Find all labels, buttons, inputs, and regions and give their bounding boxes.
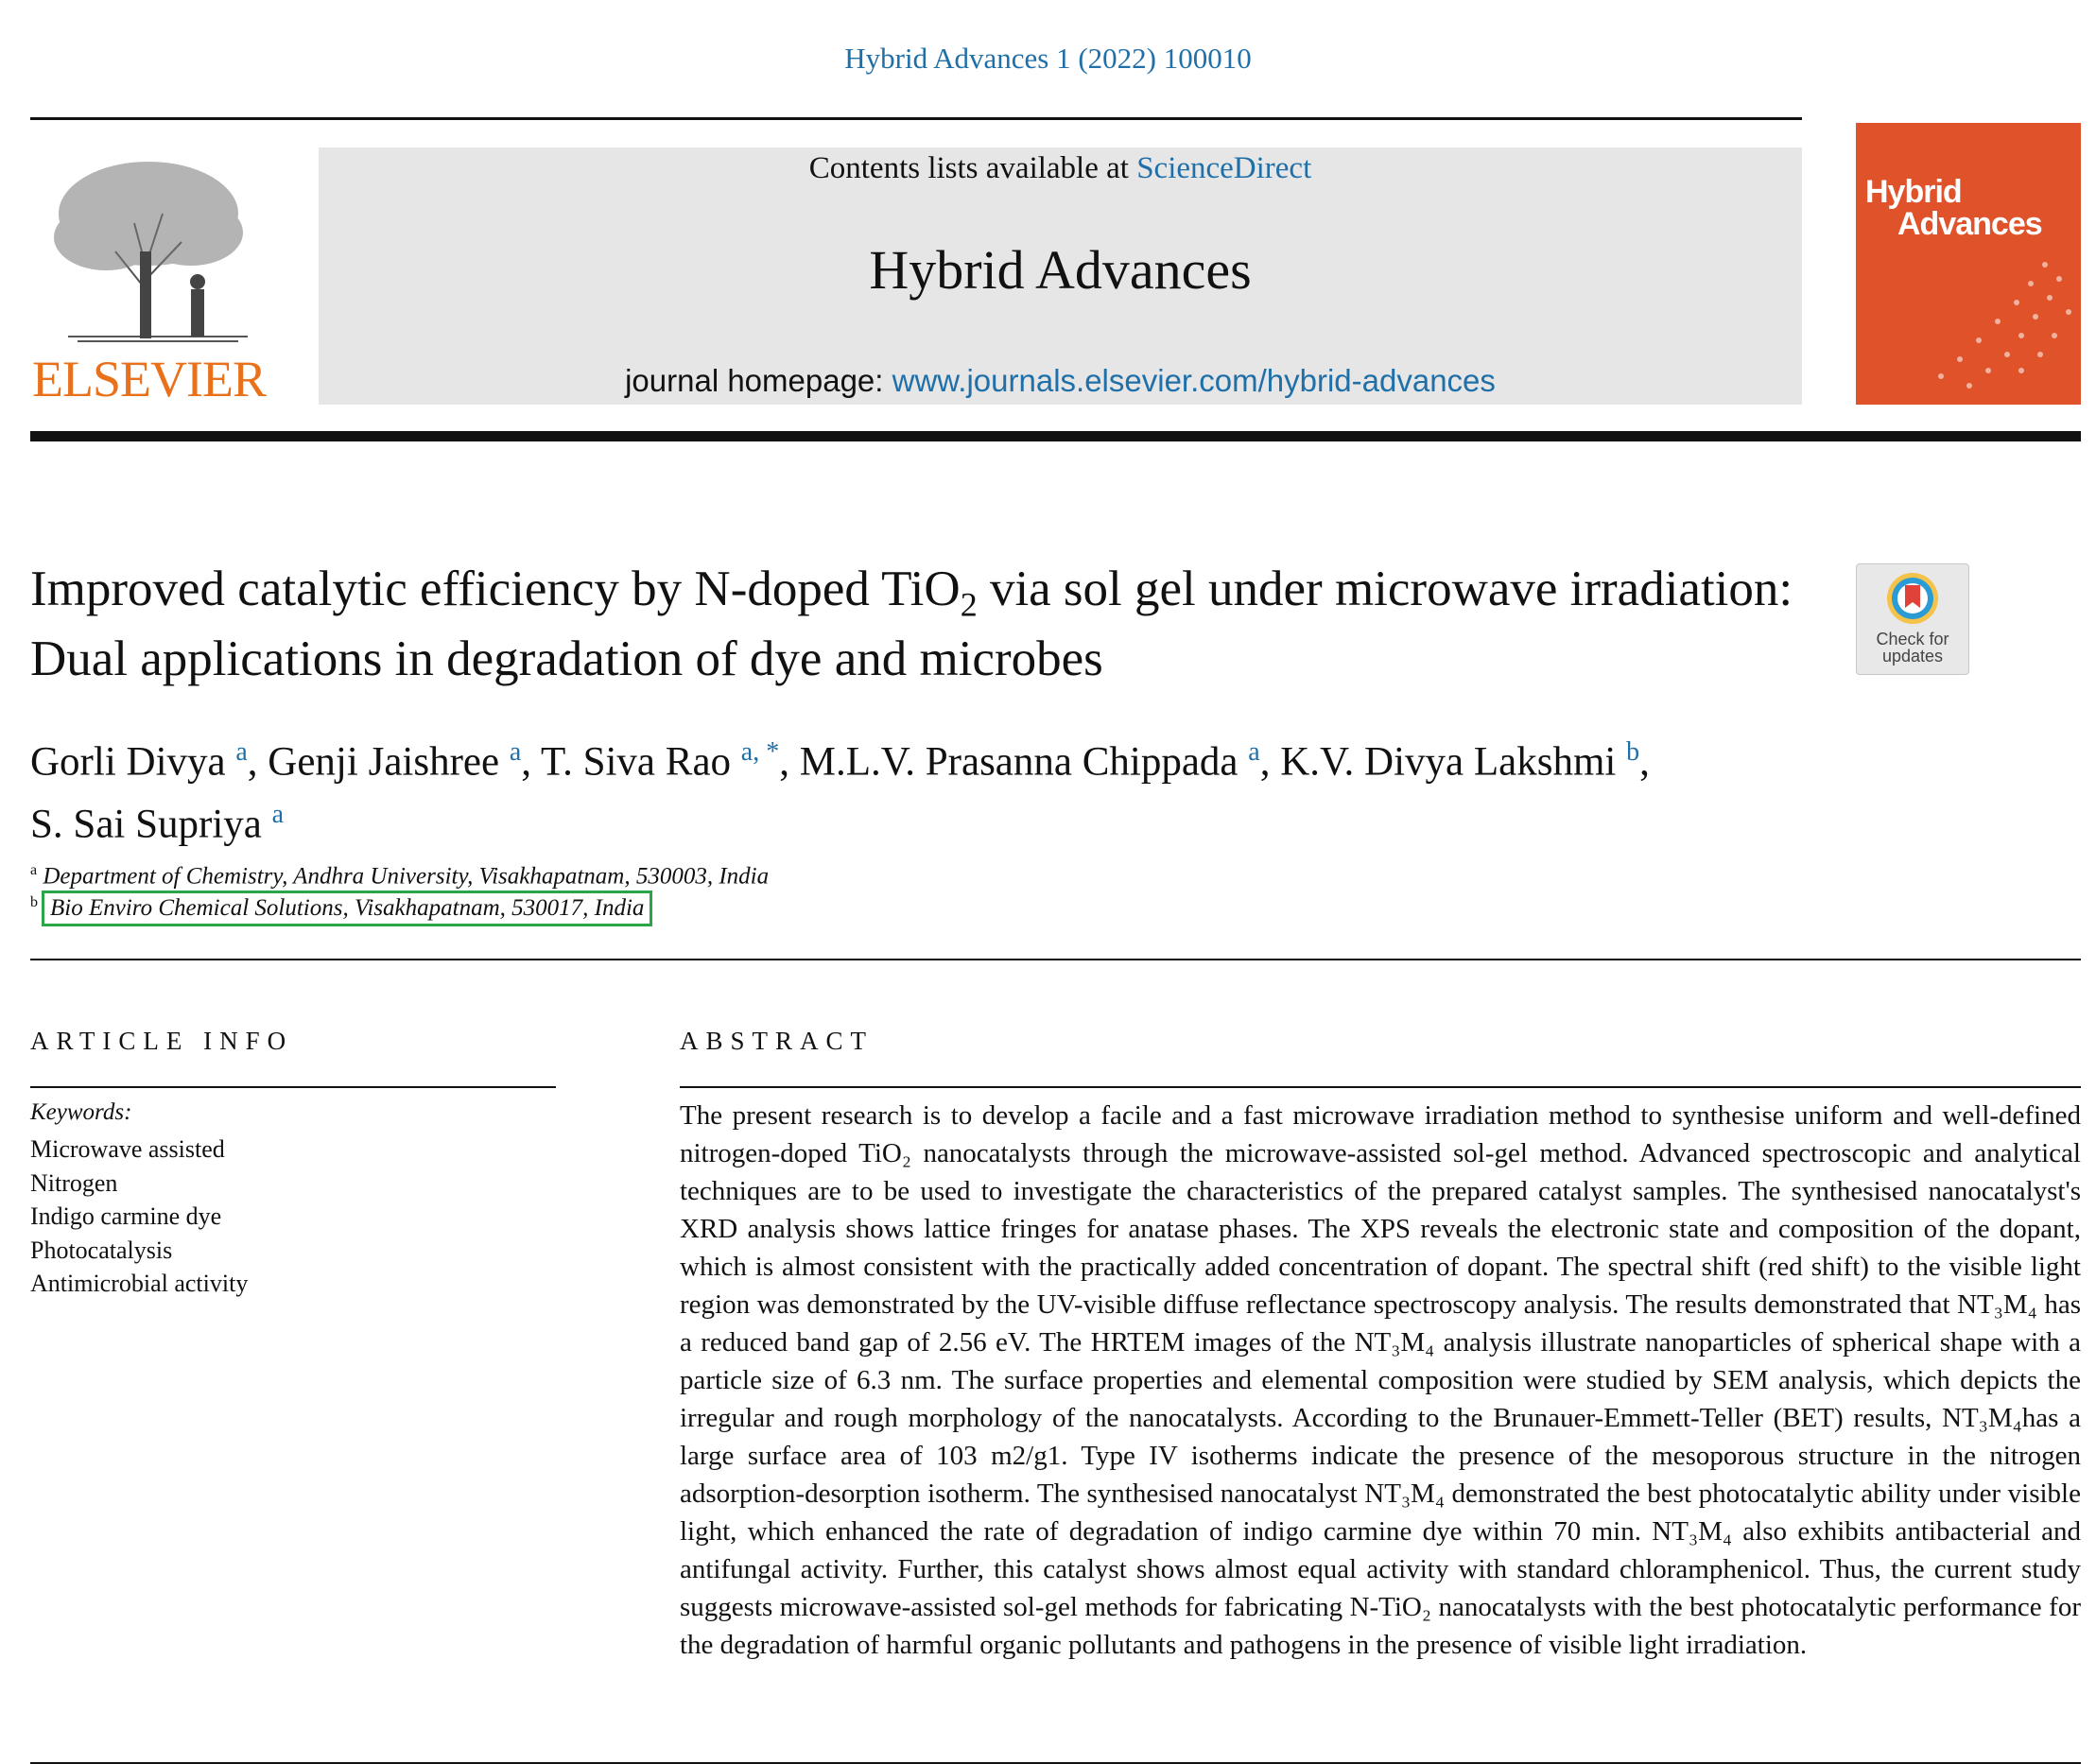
cover-pattern-icon bbox=[1856, 123, 2081, 405]
cover-title-line2: Advances bbox=[1897, 206, 2042, 242]
article-info-heading: ARTICLE INFO bbox=[30, 1027, 294, 1055]
section-divider bbox=[30, 959, 2081, 960]
author-affiliation-link[interactable]: a, * bbox=[740, 737, 780, 767]
tree-icon bbox=[30, 147, 267, 355]
affiliation-letter: a bbox=[30, 862, 38, 878]
header-thick-divider bbox=[30, 431, 2081, 441]
check-updates-line1: Check for bbox=[1876, 630, 1949, 649]
check-for-updates-button[interactable] bbox=[1856, 563, 1969, 675]
affiliation-letter: b bbox=[30, 894, 38, 910]
affiliation-text: Bio Enviro Chemical Solutions, Visakhapatnam, 530017, India bbox=[50, 895, 645, 922]
check-updates-label bbox=[1857, 631, 1968, 665]
contents-prefix: Contents lists available at bbox=[808, 151, 1137, 185]
top-divider bbox=[30, 117, 1802, 120]
keyword-item: Nitrogen bbox=[30, 1168, 118, 1197]
author-affiliation-link[interactable]: b bbox=[1626, 737, 1640, 767]
title-part-1: Improved catalytic efficiency by N-doped TiO bbox=[30, 562, 961, 616]
crossmark-icon bbox=[1884, 570, 1941, 627]
check-updates-line2: updates bbox=[1881, 647, 1944, 666]
journal-masthead bbox=[319, 147, 1802, 405]
keywords-label: Keywords: bbox=[30, 1099, 132, 1125]
keyword-item: Microwave assisted bbox=[30, 1135, 225, 1163]
contents-line bbox=[319, 151, 1802, 186]
author-affiliation-link[interactable]: a bbox=[509, 737, 522, 767]
elsevier-logo bbox=[30, 147, 267, 408]
cover-title bbox=[1865, 176, 2042, 240]
article-info-divider bbox=[30, 1086, 556, 1088]
affiliation-text: Department of Chemistry, Andhra University, Visakhapatnam, 530003, India bbox=[43, 863, 770, 890]
title-subscript: 2 bbox=[960, 585, 978, 624]
keyword-item: Indigo carmine dye bbox=[30, 1202, 222, 1230]
author-list: Gorli Divya $^a$, Genji Jaishree $^a$, T. Siva Rao $^{a, *}$, M.L.V. Prasanna Chippada $^a$, K.V. Divya Lakshmi $^b$, S. Sai Supriya $^a$ bbox=[30, 737, 1650, 847]
journal-title: Hybrid Advances bbox=[869, 239, 1252, 301]
keyword-item: Antimicrobial activity bbox=[30, 1270, 249, 1297]
journal-homepage-link[interactable]: www.journals.elsevier.com/hybrid-advances bbox=[892, 363, 1496, 398]
author-name: Gorli Divya bbox=[30, 739, 226, 785]
cover-title-line1: Hybrid bbox=[1865, 174, 1962, 210]
author-name: M.L.V. Prasanna Chippada bbox=[799, 739, 1239, 785]
author-name: K.V. Divya Lakshmi bbox=[1280, 739, 1617, 785]
author-affiliation-link[interactable]: a bbox=[271, 800, 285, 830]
article-title bbox=[30, 554, 1808, 694]
journal-cover-image bbox=[1856, 123, 2081, 405]
keyword-item: Photocatalysis bbox=[30, 1236, 173, 1264]
author-name: T. Siva Rao bbox=[541, 739, 732, 785]
author-name: Genji Jaishree bbox=[268, 739, 500, 785]
affiliation-b bbox=[30, 894, 652, 922]
author-affiliation-link[interactable]: a bbox=[1248, 737, 1260, 767]
abstract-divider bbox=[680, 1086, 2081, 1088]
homepage-line bbox=[319, 363, 1802, 399]
homepage-prefix: journal homepage: bbox=[625, 363, 892, 398]
author-affiliation-link[interactable]: a bbox=[235, 737, 248, 767]
title-part-2: via sol gel under microwave irradiation: Dual applications in degradation of dye and microbes bbox=[30, 562, 1793, 686]
affiliation-a bbox=[30, 862, 769, 890]
sciencedirect-link[interactable]: ScienceDirect bbox=[1136, 151, 1312, 185]
abstract-heading: ABSTRACT bbox=[680, 1027, 875, 1055]
journal-reference[interactable]: Hybrid Advances 1 (2022) 100010 bbox=[844, 42, 1252, 75]
publisher-name: ELSEVIER bbox=[32, 351, 266, 407]
abstract-text: The present research is to develop a facile and a fast microwave irradiation method to synthesise uniform and well-defined nitrogen-doped TiO₂ nanocatalysts through the microwave-assisted sol-gel method. Advanced spectroscopic and analytical techniques are to be used to investigate the characteristics of the prepared catalyst samples. The synthesised nanocatalyst's XRD analysis shows lattice fringes for anatase phases. The XPS reveals the electronic state and composition of the dopant, which is almost consistent with the practically added concentration of dopant. The spectral shift (red shift) to the visible light region was demonstrated by the UV-visible diffuse reflectance spectroscopy analysis. The results demonstrated that NT₃M₄ has a reduced band gap of 2.56 eV. The HRTEM images of the NT₃M₄ analysis illustrate nanoparticles of spherical shape with a particle size of 6.3 nm. The surface properties and elemental composition were studied by SEM analysis, which depicts the irregular and rough morphology of the nanocatalysts. According to the Brunauer-Emmett-Teller (BET) results, NT₃M₄has a large surface area of 103 m2/g1. Type IV isotherms indicate the presence of the mesoporous structure in the nitrogen adsorption-desorption isotherm. The synthesised nanocatalyst NT₃M₄ demonstrated the best photocatalytic ability under visible light, which enhanced the rate of degradation of indigo carmine dye within 70 min. NT₃M₄ also exhibits antibacterial and antifungal activity. Further, this catalyst shows almost equal activity with standard chloramphenicol. Thus, the current study suggests microwave-assisted sol-gel methods for fabricating N-TiO₂ nanocatalysts with the best photocatalytic performance for the degradation of harmful organic pollutants and pathogens in the presence of visible light irradiation. bbox=[680, 1100, 2081, 1660]
keywords-list bbox=[30, 1133, 248, 1301]
affiliation-highlight-box[interactable] bbox=[42, 891, 652, 926]
author-name: S. Sai Supriya bbox=[30, 802, 262, 847]
